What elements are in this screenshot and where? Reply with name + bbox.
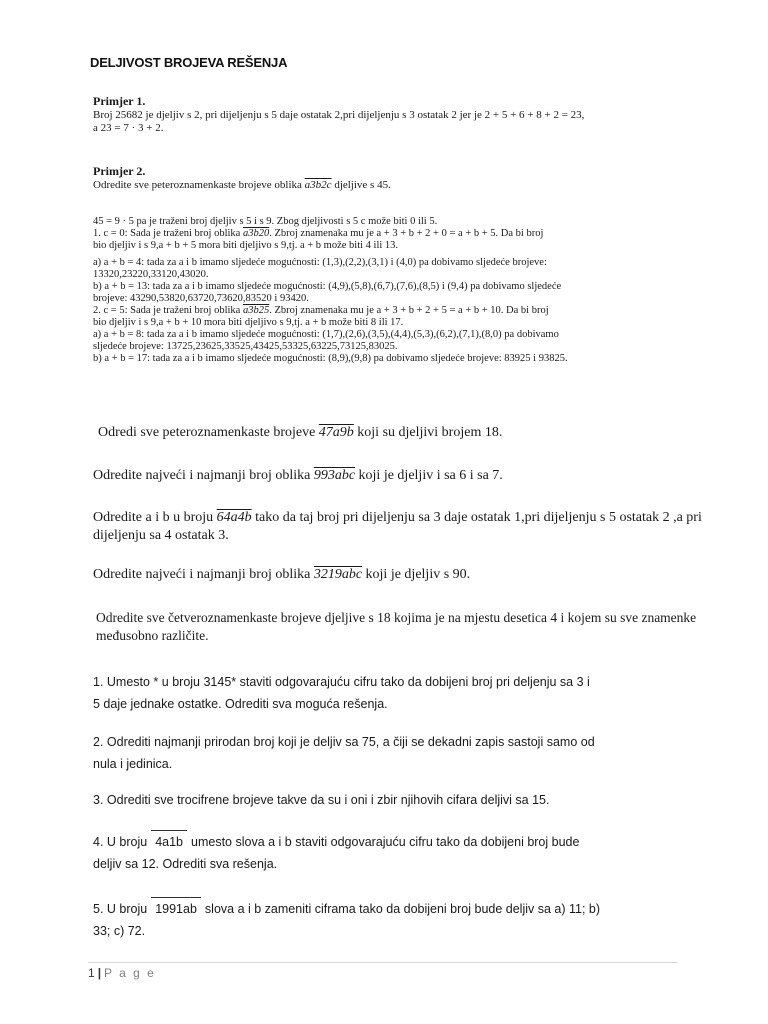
example-2-text: Odredite sve peteroznamenkaste brojeve oblika [93, 178, 305, 191]
solution-line-8-pre: 2. c = 5: Sada je traženi broj oblika [93, 305, 243, 316]
serbian-task-3-line-1: 3. Odrediti sve trocifrene brojeve takve da su i oni i zbir njihovih cifara deljivi sa 15. [93, 793, 550, 807]
task-2-pre: Odredite najveći i najmanji broj oblika [93, 468, 314, 483]
solution-line-9: bio djeljiv i s 9,a + b + 10 mora biti djeljivo s 9,tj. a + b može biti 8 ili 17. [93, 317, 404, 328]
task-4-pre: Odredite najveći i najmanji broj oblika [93, 567, 314, 582]
example-2-number: a3b2c [304, 178, 332, 191]
task-2-post: koji je djeljiv i sa 6 i sa 7. [355, 468, 503, 483]
serbian-task-5 [93, 897, 653, 942]
example-1-line-1: Broj 25682 je djeljiv s 2, pri dijeljenju s 5 daje ostatak 2,pri dijeljenju s 3 ostatak 2 jer je 2 + 5 + 6 + 8 + 2 = 23, [93, 108, 585, 121]
task-4-number: 3219abc [313, 567, 363, 582]
serbian-task-1 [93, 671, 653, 715]
solution-line-10: a) a + b = 8: tada za a i b imamo sljedeće mogućnosti: (1,7),(2,6),(3,5),(4,4),(5,3),(6,2),(7,1),(8,0) pa dobivamo [93, 329, 559, 340]
footer-separator: | [97, 966, 102, 980]
serbian-task-2 [93, 731, 653, 775]
task-5-line-1: Odredite sve četveroznamenkaste brojeve djeljive s 18 kojima je na mjestu desetica 4 i kojem su sve znamenke [96, 610, 697, 625]
footer-divider [88, 962, 678, 963]
example-2-text-end: djeljive s 45. [331, 178, 391, 191]
example-2-label: Primjer 2. [93, 164, 146, 178]
solution-line-8-post: . Zbroj znamenaka mu je a + 3 + b + 2 + 5 = a + b + 10. Da bi broj [269, 305, 549, 316]
solution-line-8-number: a3b25 [242, 305, 270, 316]
solution-line-1: 45 = 9 · 5 pa je traženi broj djeljiv s 5 i s 9. Zbog djeljivosti s 5 c može biti 0 ili 5. [93, 216, 438, 227]
serbian-task-4 [93, 830, 653, 875]
task-5 [96, 609, 766, 645]
serbian-task-4-line-2: deljiv sa 12. Odrediti sva rešenja. [93, 857, 278, 871]
example-1-line-2: a 23 = 7 · 3 + 2. [93, 122, 164, 134]
serbian-task-1-line-2: 5 daje jednake ostatke. Odrediti sva moguća rešenja. [93, 697, 388, 711]
example-1 [93, 95, 693, 136]
task-3 [93, 509, 763, 545]
solution-line-2-post: . Zbroj znamenaka mu je a + 3 + b + 2 + 0 = a + b + 5. Da bi broj [269, 228, 544, 239]
serbian-task-5-post: slova a i b zameniti ciframa tako da dobijeni broj bude deljiv sa a) 11; b) [204, 902, 601, 916]
page-footer [88, 966, 156, 980]
serbian-task-5-line-2: 33; c) 72. [93, 924, 146, 938]
serbian-task-1-line-1: 1. Umesto * u broju 3145* staviti odgovarajuću cifru tako da dobijeni broj pri deljenju sa 3 i [93, 675, 590, 689]
task-2-number: 993abc [313, 468, 356, 483]
solution-line-2-pre: 1. c = 0: Sada je traženi broj oblika [93, 228, 243, 239]
solution-line-7: brojeve: 43290,53820,63720,73620,83520 i 93420. [93, 293, 309, 304]
task-4-post: koji je djeljiv s 90. [362, 567, 471, 582]
task-3-number: 64a4b [216, 510, 252, 525]
solution-line-4: a) a + b = 4: tada za a i b imamo sljedeće mogućnosti: (1,3),(2,2),(3,1) i (4,0) pa dobivamo sljedeće brojeve: [93, 257, 547, 268]
serbian-task-4-pre: 4. U broju [93, 835, 148, 849]
document-title: DELJIVOST BROJEVA REŠENJA [90, 55, 288, 70]
solution-line-3: bio djeljiv i s 9,a + b + 5 mora biti djeljivo s 9,tj. a + b može biti 4 ili 13. [93, 240, 399, 251]
solution-line-12: b) a + b = 17: tada za a i b imamo sljedeće mogućnosti: (8,9),(9,8) pa dobivamo sljedeće brojeve: 83925 i 93825. [93, 353, 568, 364]
serbian-task-4-post: umesto slova a i b staviti odgovarajuću cifru tako da dobijeni broj bude [191, 835, 580, 849]
task-1 [98, 424, 502, 442]
task-1-pre: Odredi sve peteroznamenkaste brojeve [98, 425, 319, 440]
serbian-task-2-line-1: 2. Odrediti najmanji prirodan broj koji je deljiv sa 75, a čiji se dekadni zapis sastoji samo od [93, 735, 595, 749]
page-word: P a g e [104, 966, 156, 980]
example-2-solution [93, 216, 693, 365]
example-2-line-1 [93, 179, 693, 193]
task-2 [93, 467, 503, 485]
serbian-task-4-number: 4a1b [151, 830, 187, 853]
task-3-post: tako da taj broj pri dijeljenju sa 3 daje ostatak 1,pri dijeljenju s 5 ostatak 2 ,a pri [251, 510, 702, 525]
task-5-line-2: međusobno različite. [96, 628, 209, 643]
serbian-task-5-number: 1991ab [151, 897, 201, 920]
solution-line-2-number: a3b20 [242, 228, 270, 239]
solution-line-11: sljedeće brojeve: 13725,23625,33525,43425,53325,63225,73125,83025. [93, 341, 398, 352]
serbian-task-3 [93, 789, 653, 811]
example-2 [93, 165, 693, 192]
task-1-post: koji su djeljivi brojem 18. [353, 425, 503, 440]
task-3-line-2: dijeljenju sa 4 ostatak 3. [93, 528, 229, 543]
serbian-task-2-line-2: nula i jedinica. [93, 757, 173, 771]
solution-line-6: b) a + b = 13: tada za a i b imamo sljedeće mogućnosti: (4,9),(5,8),(6,7),(7,6),(8,5) i (9,4) pa dobivamo sljedeće [93, 281, 562, 292]
task-4 [93, 566, 470, 584]
task-3-pre: Odredite a i b u broju [93, 510, 217, 525]
solution-line-5: 13320,23220,33120,43020. [93, 269, 209, 280]
page-number: 1 [88, 966, 95, 980]
serbian-task-5-pre: 5. U broju [93, 902, 148, 916]
example-1-label: Primjer 1. [93, 94, 146, 108]
task-1-number: 47a9b [318, 425, 354, 440]
solution-line-2 [93, 228, 693, 240]
solution-line-8 [93, 305, 693, 317]
